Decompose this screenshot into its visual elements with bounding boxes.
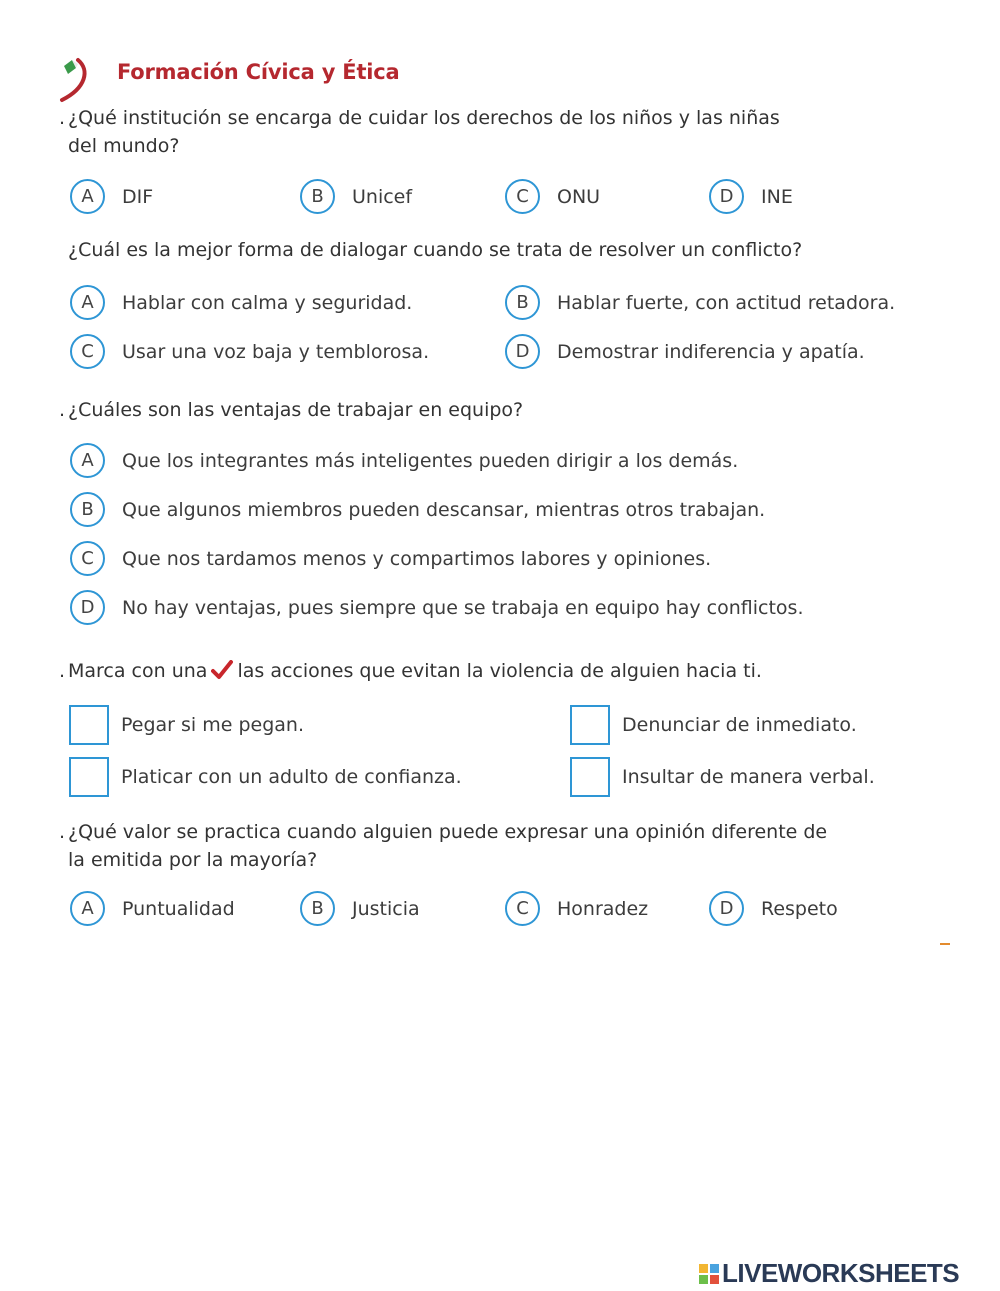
option-letter: D (505, 334, 540, 369)
checkbox[interactable] (69, 757, 109, 797)
question-4-checkbox-2[interactable]: Denunciar de inmediato. (570, 705, 857, 745)
question-4-checkbox-3[interactable]: Platicar con un adulto de confianza. (69, 757, 462, 797)
question-1-option-b[interactable]: B Unicef (300, 179, 412, 214)
option-letter: B (300, 891, 335, 926)
question-3-option-b[interactable]: B Que algunos miembros pueden descansar, mientras otros trabajan. (70, 492, 765, 527)
option-letter: A (70, 443, 105, 478)
question-2-option-b[interactable]: B Hablar fuerte, con actitud retadora. (505, 285, 895, 320)
option-letter: A (70, 285, 105, 320)
option-letter: C (505, 179, 540, 214)
liveworksheets-brand (699, 1258, 959, 1289)
question-1-option-a[interactable]: A DIF (70, 179, 153, 214)
option-letter: C (505, 891, 540, 926)
option-letter: D (709, 179, 744, 214)
question-3-option-a[interactable]: A Que los integrantes más inteligentes pueden dirigir a los demás. (70, 443, 738, 478)
question-1-option-c[interactable]: C ONU (505, 179, 600, 214)
red-check-mark-icon (211, 660, 233, 680)
option-letter: D (70, 590, 105, 625)
question-5-option-d[interactable]: D Respeto (709, 891, 838, 926)
question-2-option-a[interactable]: A Hablar con calma y seguridad. (70, 285, 412, 320)
checkbox[interactable] (570, 705, 610, 745)
question-2-option-c[interactable]: C Usar una voz baja y temblorosa. (70, 334, 429, 369)
question-5-option-a[interactable]: A Puntualidad (70, 891, 235, 926)
checkbox[interactable] (69, 705, 109, 745)
question-4-text: . Marca con una las acciones que evitan la violencia de alguien hacia ti. (59, 660, 762, 682)
question-2-option-d[interactable]: D Demostrar indiferencia y apatía. (505, 334, 865, 369)
question-3-option-c[interactable]: C Que nos tardamos menos y compartimos labores y opiniones. (70, 541, 711, 576)
liveworksheets-logo-icon (699, 1264, 719, 1284)
question-2-text: ¿Cuál es la mejor forma de dialogar cuando se trata de resolver un conflicto? (68, 239, 803, 261)
option-letter: D (709, 891, 744, 926)
question-3-option-d[interactable]: D No hay ventajas, pues siempre que se trabaja en equipo hay conflictos. (70, 590, 804, 625)
decorative-dash (940, 943, 950, 945)
option-letter: A (70, 891, 105, 926)
question-3-text: . ¿Cuáles son las ventajas de trabajar en equipo? (59, 399, 524, 421)
question-5-text: . ¿Qué valor se practica cuando alguien puede expresar una opinión diferente de la emitida por la mayoría? (59, 821, 828, 871)
question-4-checkbox-1[interactable]: Pegar si me pegan. (69, 705, 304, 745)
option-letter: C (70, 334, 105, 369)
option-letter: C (70, 541, 105, 576)
subject-logo-icon (56, 56, 92, 106)
question-1-option-d[interactable]: D INE (709, 179, 793, 214)
option-letter: B (505, 285, 540, 320)
subject-title: Formación Cívica y Ética (117, 60, 400, 84)
question-4-checkbox-4[interactable]: Insultar de manera verbal. (570, 757, 875, 797)
question-5-option-c[interactable]: C Honradez (505, 891, 648, 926)
checkbox[interactable] (570, 757, 610, 797)
brand-name: LIVEWORKSHEETS (722, 1258, 960, 1288)
option-letter: B (300, 179, 335, 214)
option-letter: B (70, 492, 105, 527)
question-5-option-b[interactable]: B Justicia (300, 891, 420, 926)
question-1-text: . ¿Qué institución se encarga de cuidar los derechos de los niños y las niñas del mundo? (59, 107, 780, 157)
option-letter: A (70, 179, 105, 214)
